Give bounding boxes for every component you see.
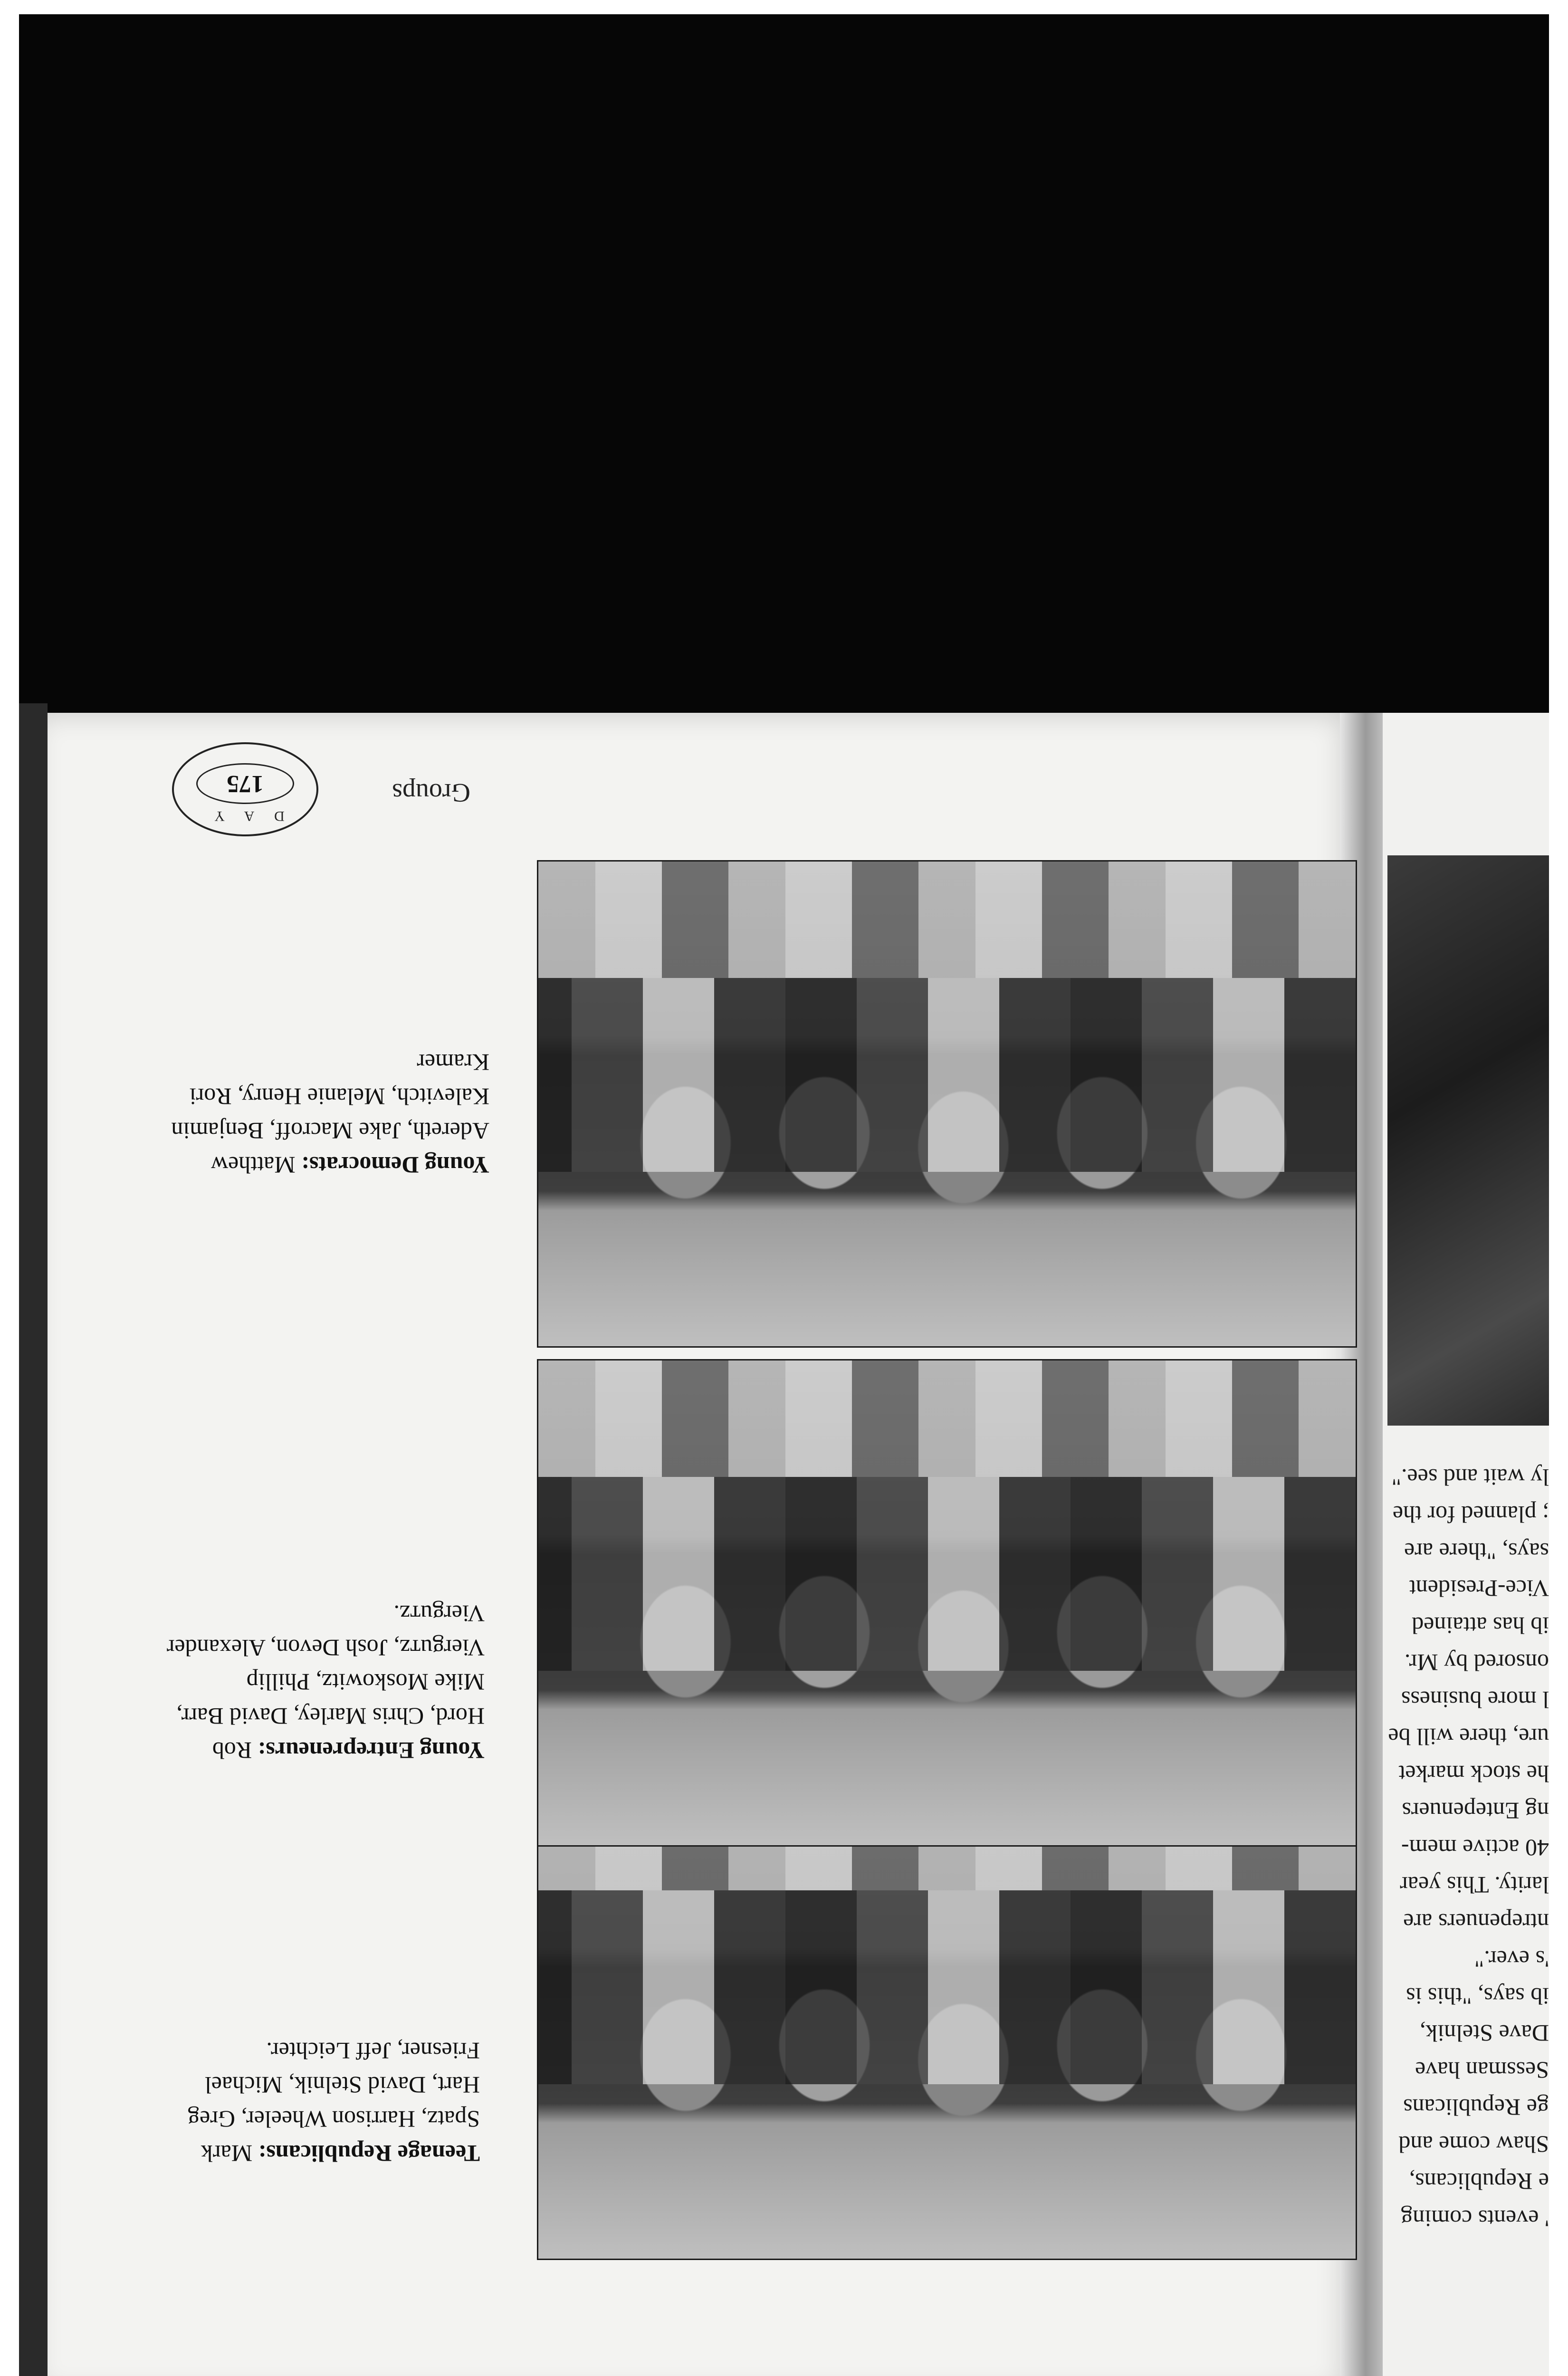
caption-teenage-republicans (147, 2034, 480, 2171)
book-spine-edge (19, 703, 48, 2376)
facing-line: ure, there will be (1388, 1724, 1549, 1750)
facing-line: Dave Stelnik, (1419, 2020, 1549, 2047)
facing-line: he stock market (1398, 1761, 1549, 1787)
facing-line: ib has attained (1412, 1612, 1549, 1639)
page-folio (157, 741, 470, 836)
section-title: Groups (392, 778, 470, 807)
photo-legs (538, 862, 1356, 978)
page-number: 175 (196, 763, 294, 804)
facing-line: 's ever." (1474, 1946, 1549, 1973)
facing-page (1383, 713, 1549, 2376)
seal-label: D A Y (206, 808, 285, 824)
facing-line: e Republicans, (1409, 2168, 1549, 2195)
caption-group-name: Teenage Republicans: (258, 2140, 480, 2167)
facing-line: Vice-President (1409, 1575, 1549, 1602)
facing-line: says, "there are (1404, 1538, 1549, 1565)
facing-line: 40 active mem- (1401, 1835, 1549, 1861)
caption-group-name: Young Entrepreneurs: (258, 1737, 485, 1764)
day-seal (172, 742, 318, 836)
photo-young-entrepreneurs (537, 1359, 1357, 1847)
caption-members: Mark Spatz, Harrison Wheeler, Greg Hart, David Stelnik, Michael Friesner, Jeff Leichter. (188, 2038, 480, 2167)
facing-line: Shaw come and (1398, 2131, 1549, 2158)
facing-line: ng Entepenuers (1402, 1798, 1549, 1824)
caption-young-entrepreneurs (152, 1597, 485, 1768)
facing-line: l more business (1401, 1686, 1549, 1713)
facing-line: ge Republicans (1403, 2094, 1549, 2121)
photo-young-democrats (537, 860, 1357, 1348)
caption-young-democrats (157, 1045, 489, 1182)
facing-page-photo (1387, 855, 1549, 1426)
facing-line: onsored by Mr. (1404, 1649, 1549, 1676)
facing-line: Sessman have (1415, 2057, 1549, 2084)
facing-page-text (1383, 1459, 1549, 2237)
photo-figures (538, 1477, 1356, 1671)
caption-members: Rob Hord, Chris Marley, David Barr, Mike Moskowitz, Phillip Vierguтz, Josh Devon, Alexander Vierguтz. (166, 1600, 485, 1764)
facing-line: ly wait and see." (1391, 1464, 1549, 1491)
caption-members: Matthew Adereth, Jake Macroff, Benjamin Kalevitch, Melanie Henry, Rori Kramer (171, 1049, 489, 1178)
photo-figures (538, 978, 1356, 1172)
facing-line: larity. This year (1400, 1872, 1549, 1898)
photo-figures (538, 1890, 1356, 2084)
facing-line: ' events coming (1401, 2205, 1549, 2232)
facing-line: ; planned for the (1392, 1501, 1549, 1528)
caption-group-name: Young Democrats: (301, 1152, 489, 1178)
photo-legs (538, 1360, 1356, 1477)
facing-line: ib says, "this is (1405, 1983, 1549, 2010)
facing-line: ntrepenuers are (1403, 1909, 1549, 1935)
